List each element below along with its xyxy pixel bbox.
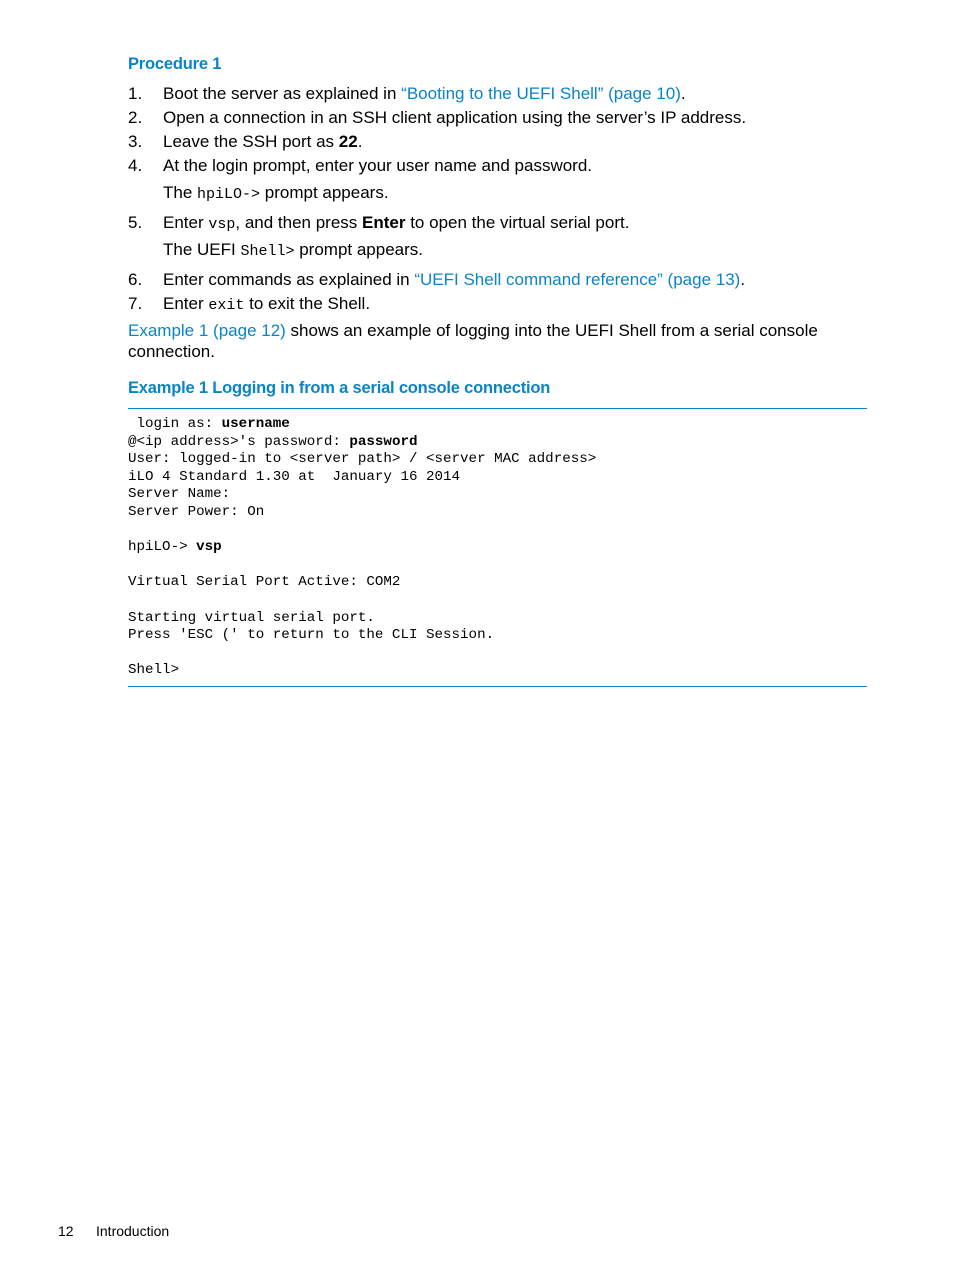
result-text: prompt appears. bbox=[260, 183, 389, 202]
console-line: User: logged-in to <server path> / <server MAC address> bbox=[128, 451, 597, 468]
step-punct: . bbox=[357, 132, 363, 151]
step-text: Leave the SSH port as bbox=[163, 132, 339, 151]
footer-section-title: Introduction bbox=[96, 1223, 170, 1239]
result-text: The UEFI bbox=[163, 240, 241, 259]
console-input: vsp bbox=[196, 539, 222, 556]
console-line: iLO 4 Standard 1.30 at January 16 2014 bbox=[128, 468, 461, 485]
step-text: to open the virtual serial port. bbox=[405, 213, 630, 232]
console-line bbox=[128, 522, 867, 540]
exit-code: exit bbox=[208, 297, 245, 314]
example-top-rule bbox=[128, 408, 867, 409]
console-line: @<ip address>'s password: password bbox=[128, 433, 418, 450]
step-3 bbox=[128, 130, 868, 154]
console-line: Server Power: On bbox=[128, 503, 265, 520]
step-number: 6. bbox=[128, 270, 143, 289]
step-5 bbox=[128, 211, 868, 235]
console-line bbox=[128, 592, 867, 610]
console-line: login as: username bbox=[128, 416, 290, 432]
page-number: 12 bbox=[58, 1223, 74, 1239]
step-punct: . bbox=[680, 84, 686, 103]
console-line: Virtual Serial Port Active: COM2 bbox=[128, 574, 401, 591]
result-text: prompt appears. bbox=[294, 240, 423, 259]
procedure-heading: Procedure 1 bbox=[128, 55, 222, 73]
example-bottom-rule bbox=[128, 686, 867, 687]
step-4-result bbox=[128, 178, 868, 211]
step-2 bbox=[128, 106, 868, 130]
step-number: 5. bbox=[128, 213, 143, 232]
console-line bbox=[128, 557, 867, 575]
step-number: 2. bbox=[128, 108, 143, 127]
booting-uefi-shell-link[interactable]: “Booting to the UEFI Shell” (page 10) bbox=[401, 84, 681, 103]
uefi-shell-command-reference-link[interactable]: “UEFI Shell command reference” (page 13) bbox=[414, 270, 741, 289]
step-text: Enter bbox=[163, 213, 209, 232]
step-number: 4. bbox=[128, 156, 143, 175]
enter-key-label: Enter bbox=[362, 213, 406, 232]
shell-prompt-code: Shell> bbox=[240, 243, 295, 260]
step-text: At the login prompt, enter your user name and password. bbox=[163, 156, 593, 175]
procedure-steps bbox=[128, 82, 868, 316]
step-text: Open a connection in an SSH client application using the server’s IP address. bbox=[163, 108, 747, 127]
ssh-port-value: 22 bbox=[338, 132, 358, 151]
step-number: 1. bbox=[128, 84, 143, 103]
console-line bbox=[128, 645, 867, 663]
console-line: Server Name: bbox=[128, 486, 231, 503]
step-text: Boot the server as explained in bbox=[163, 84, 402, 103]
step-number: 3. bbox=[128, 132, 143, 151]
console-line: Shell> bbox=[128, 662, 180, 679]
console-line: Press 'ESC (' to return to the CLI Session. bbox=[128, 627, 495, 644]
step-text: Enter bbox=[163, 294, 209, 313]
result-text: The bbox=[163, 183, 198, 202]
step-text: , and then press bbox=[235, 213, 363, 232]
step-7 bbox=[128, 292, 868, 316]
step-punct: . bbox=[740, 270, 746, 289]
console-output bbox=[128, 416, 867, 680]
console-line: hpiLO-> vsp bbox=[128, 539, 222, 556]
paragraph-text: shows an example of logging into the UEFI Shell from a serial console connection. bbox=[128, 321, 818, 361]
example-heading: Example 1 Logging in from a serial console connection bbox=[128, 379, 551, 397]
vsp-code: vsp bbox=[208, 216, 236, 233]
step-4 bbox=[128, 154, 868, 178]
step-text: to exit the Shell. bbox=[244, 294, 371, 313]
step-6 bbox=[128, 268, 868, 292]
step-1 bbox=[128, 82, 868, 106]
console-line: Starting virtual serial port. bbox=[128, 609, 375, 626]
step-number: 7. bbox=[128, 294, 143, 313]
step-text: Enter commands as explained in bbox=[163, 270, 415, 289]
example-1-link[interactable]: Example 1 (page 12) bbox=[128, 321, 286, 340]
console-input: password bbox=[349, 433, 418, 450]
example-intro-paragraph bbox=[128, 320, 868, 362]
console-input: username bbox=[221, 416, 290, 432]
step-5-result bbox=[128, 235, 868, 268]
hpilo-prompt-code: hpiLO-> bbox=[197, 186, 261, 203]
